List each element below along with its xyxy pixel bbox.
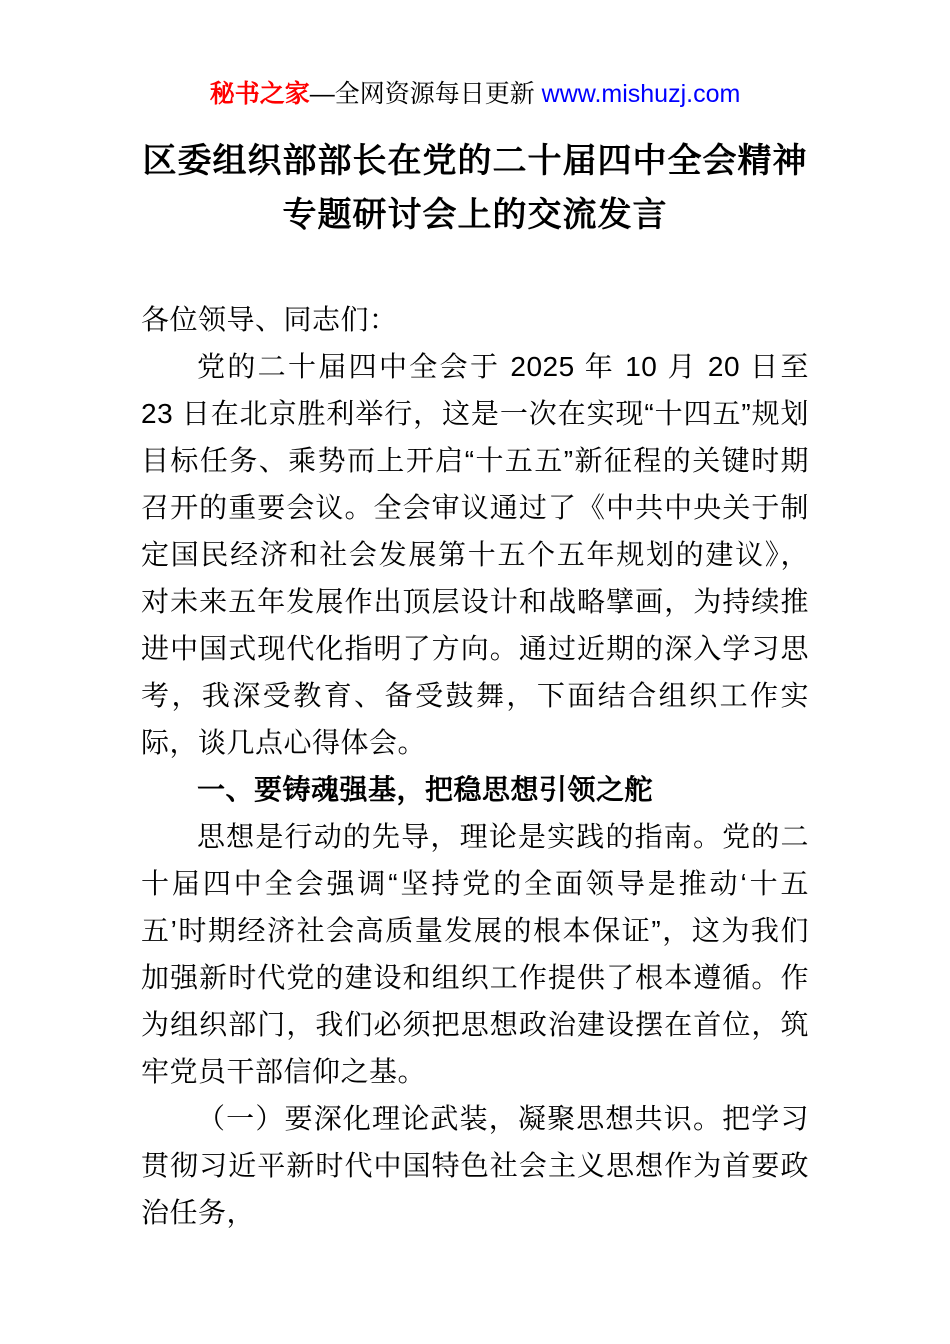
section-heading-level1: 一、要铸魂强基，把稳思想引领之舵 (197, 774, 654, 805)
salutation-paragraph: 各位领导、同志们： (141, 304, 398, 335)
site-brand-text: 秘书之家 (209, 80, 310, 108)
document-title-line2: 专题研讨会上的交流发言 (282, 196, 668, 234)
body-paragraph: （一）要深化理论武装，凝聚思想共识。把学习贯彻习近平新时代中国特色社会主义思想作为首要政治任务， (141, 1103, 809, 1228)
site-header (0, 0, 950, 110)
document-body (141, 296, 809, 1236)
document-title (0, 134, 950, 242)
header-dash-separator: — (309, 80, 335, 108)
document-title-line1: 区委组织部部长在党的二十届四中全会精神 (142, 142, 808, 180)
site-url-link[interactable]: www.mishuzj.com (541, 80, 741, 108)
body-paragraph: 思想是行动的先导，理论是实践的指南。党的二十届四中全会强调“坚持党的全面领导是推动‘十五五’时期经济社会高质量发展的根本保证”，这为我们加强新时代党的建设和组织工作提供了根本遵循。作为组织部门，我们必须把思想政治建设摆在首位，筑牢党员干部信仰之基。 (141, 821, 809, 1087)
body-paragraph: 党的二十届四中全会于 2025 年 10 月 20 日至 23 日在北京胜利举行，这是一次在实现“十四五”规划目标任务、乘势而上开启“十五五”新征程的关键时期召开的重要会议。全会审议通过了《中共中央关于制定国民经济和社会发展第十五个五年规划的建议》，对未来五年发展作出顶层设计和战略擘画，为持续推进中国式现代化指明了方向。通过近期的深入学习思考，我深受教育、备受鼓舞，下面结合组织工作实际，谈几点心得体会。 (141, 351, 809, 758)
site-tagline-text: 全网资源每日更新 (334, 80, 542, 108)
